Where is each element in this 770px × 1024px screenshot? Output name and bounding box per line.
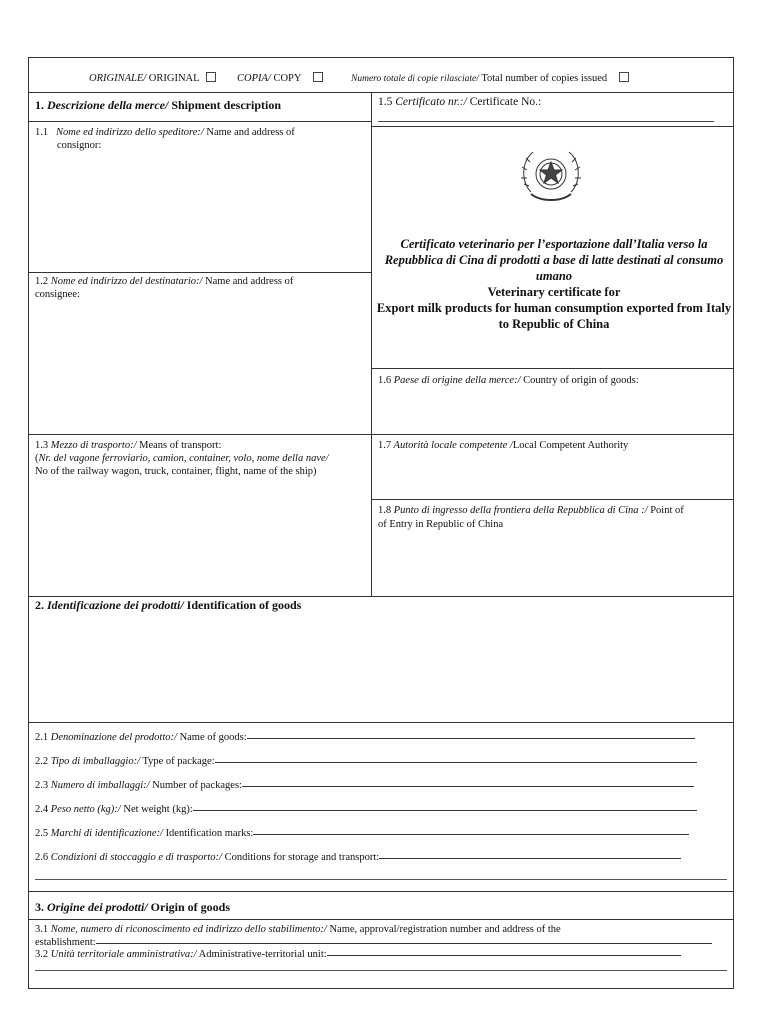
identification-of-goods-field[interactable] [31, 616, 731, 718]
section2-divider [29, 722, 733, 723]
certificate-title-italian: Certificato veterinario per l’esportazione dall’Italia verso la Repubblica di Cina di prodotti a base di latte destinati al consumo umano [384, 237, 724, 283]
consignor-label: 1.1 Nome ed indirizzo dello speditore:/ Name and address of [35, 127, 295, 138]
means-of-transport-line3: No of the railway wagon, truck, container, flight, name of the ship) [35, 466, 317, 477]
country-of-origin-field[interactable] [375, 390, 729, 432]
name-of-goods-field[interactable] [247, 738, 695, 739]
copy-checkbox[interactable] [313, 72, 323, 82]
consignor-field[interactable] [31, 154, 367, 270]
consignee-field[interactable] [31, 304, 367, 432]
name-of-goods-row: 2.1 Denominazione del prodotto:/ Name of goods: [35, 731, 695, 744]
section3-top-divider [29, 891, 733, 892]
header-divider [29, 92, 733, 93]
original-checkbox[interactable] [206, 72, 216, 82]
consignee-label: 1.2 Nome ed indirizzo del destinatario:/ Name and address of [35, 276, 294, 287]
copy-option: COPIA/ COPY [237, 72, 323, 85]
establishment-row: establishment: [35, 936, 712, 949]
storage-transport-field[interactable] [379, 858, 681, 859]
establishment-field[interactable] [96, 943, 712, 944]
section1-title-divider [29, 121, 371, 122]
certificate-number-label: 1.5 Certificato nr.:/ Certificate No.: [378, 96, 542, 108]
certificate-number-field[interactable] [378, 121, 714, 122]
type-of-package-field[interactable] [215, 762, 697, 763]
consignee-label-line2: consignee: [35, 289, 80, 300]
authority-divider [371, 499, 733, 500]
storage-transport-row: 2.6 Condizioni di stoccaggio e di trasporto:/ Conditions for storage and transport: [35, 851, 681, 864]
means-of-transport-field[interactable] [31, 480, 367, 592]
country-of-origin-label: 1.6 Paese di origine della merce:/ Country of origin of goods: [378, 375, 639, 386]
administrative-unit-field-line2[interactable] [35, 970, 727, 971]
section1-column-divider [371, 92, 372, 596]
section1-title: 1. Descrizione della merce/ Shipment description [35, 98, 281, 112]
copies-checkbox[interactable] [619, 72, 629, 82]
certificate-number-divider [371, 126, 733, 127]
section1-bottom-divider [29, 596, 733, 597]
net-weight-field[interactable] [193, 810, 697, 811]
administrative-unit-field[interactable] [327, 955, 681, 956]
type-of-package-row: 2.2 Tipo di imballaggio:/ Type of package: [35, 755, 697, 768]
consignor-label-line2: consignor: [57, 140, 102, 151]
original-option: ORIGINALE/ ORIGINAL [89, 72, 216, 85]
section3-title-divider [29, 919, 733, 920]
number-of-packages-field[interactable] [242, 786, 694, 787]
administrative-unit-row: 3.2 Unità territoriale amministrativa:/ Administrative-territorial unit: [35, 948, 681, 961]
section3-title: 3. Origine dei prodotti/ Origin of goods [35, 900, 231, 914]
means-of-transport-label: 1.3 Mezzo di trasporto:/ Means of transport: [35, 440, 222, 451]
certificate-title-english-1: Veterinary certificate for [487, 285, 621, 299]
row-divider-1 [29, 434, 733, 435]
italian-republic-emblem-icon [517, 142, 585, 206]
net-weight-row: 2.4 Peso netto (kg):/ Net weight (kg): [35, 803, 697, 816]
consignor-divider [29, 272, 371, 273]
means-of-transport-line2: (Nr. del vagone ferroviario, camion, container, volo, nome della nave/ [35, 453, 329, 464]
title-divider [371, 368, 733, 369]
section2-title: 2. Identificazione dei prodotti/ Identification of goods [35, 598, 302, 612]
identification-marks-field[interactable] [253, 834, 689, 835]
certificate-title [373, 236, 735, 332]
copies-issued: Numero totale di copie rilasciate/ Total number of copies issued [351, 72, 629, 86]
number-of-packages-row: 2.3 Numero di imballaggi:/ Number of packages: [35, 779, 694, 792]
point-of-entry-line2: of Entry in Republic of China [378, 519, 504, 530]
identification-marks-row: 2.5 Marchi di identificazione:/ Identification marks: [35, 827, 689, 840]
establishment-label: 3.1 Nome, numero di riconoscimento ed indirizzo dello stabilimento:/ Name, approval/registration number and address of the [35, 924, 561, 935]
local-competent-authority-label: 1.7 Autorità locale competente /Local Competent Authority [378, 440, 629, 451]
point-of-entry-field[interactable] [375, 534, 729, 592]
certificate-title-english-2: Export milk products for human consumption exported from Italy to Republic of China [376, 301, 732, 331]
local-competent-authority-field[interactable] [375, 454, 729, 496]
storage-transport-field-line2[interactable] [35, 879, 727, 880]
certificate-page [28, 57, 734, 989]
point-of-entry-label: 1.8 Punto di ingresso della frontiera della Repubblica di Cina :/ Point of [378, 505, 684, 516]
